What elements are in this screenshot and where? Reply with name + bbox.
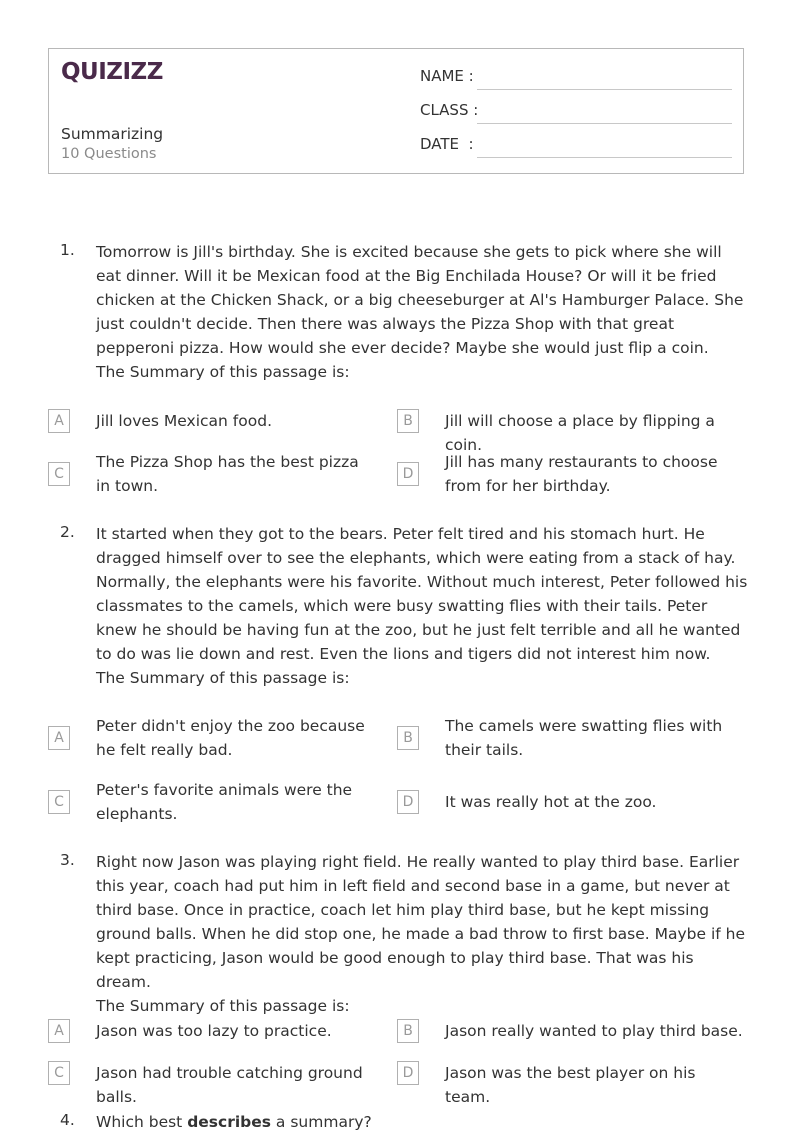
option-text: Jill has many restaurants to choose from for her birthday. bbox=[445, 453, 718, 495]
date-field[interactable] bbox=[420, 135, 732, 159]
worksheet-header bbox=[48, 48, 744, 174]
prompt: The Summary of this passage is: bbox=[96, 997, 350, 1015]
option-letter: C bbox=[48, 462, 70, 486]
option-letter: D bbox=[397, 1061, 419, 1085]
date-line bbox=[477, 157, 732, 158]
quizizz-logo: QUIZIZZ bbox=[61, 59, 163, 85]
option-letter: A bbox=[48, 726, 70, 750]
option-letter: B bbox=[397, 409, 419, 433]
passage: Right now Jason was playing right field. He really wanted to play third base. Earlier this year, coach had put him in left field and second base in a game, but never at third base. Once in practice, coach let him play third base, but he kept missing ground balls. When he did stop one, he made a bad throw to first base. Maybe if he kept practicing, Jason would be good enough to play third base. That was his dream. bbox=[96, 853, 746, 991]
question-text bbox=[96, 240, 751, 384]
question-suffix: a summary? bbox=[271, 1113, 372, 1131]
option-text: Jill will choose a place by flipping a coin. bbox=[445, 412, 715, 454]
question-number: 1. bbox=[60, 241, 75, 259]
question-number: 3. bbox=[60, 851, 75, 869]
question-text bbox=[96, 522, 751, 690]
prompt: The Summary of this passage is: bbox=[96, 669, 350, 687]
option-text: Jason was the best player on his team. bbox=[445, 1064, 696, 1106]
option-text: Peter didn't enjoy the zoo because he felt really bad. bbox=[96, 717, 365, 759]
option-letter: B bbox=[397, 1019, 419, 1043]
option-text: The Pizza Shop has the best pizza in town. bbox=[96, 453, 359, 495]
question-count: 10 Questions bbox=[61, 146, 157, 162]
name-line bbox=[477, 89, 732, 90]
option-letter: D bbox=[397, 790, 419, 814]
option-text: Jason really wanted to play third base. bbox=[445, 1022, 743, 1040]
option-text: Jill loves Mexican food. bbox=[96, 412, 272, 430]
option-letter: D bbox=[397, 462, 419, 486]
worksheet-title: Summarizing bbox=[61, 125, 164, 143]
question-prefix: Which best bbox=[96, 1113, 188, 1131]
passage: It started when they got to the bears. Peter felt tired and his stomach hurt. He dragged himself over to see the elephants, which were eating from a stack of hay. Normally, the elephants were his favorite. Without much interest, Peter followed his classmates to the camels, which were busy swatting flies with their tails. Peter knew he should be having fun at the zoo, but he just felt terrible and all he wanted to do was lie down and rest. Even the lions and tigers did not interest him now. bbox=[96, 525, 748, 663]
prompt: The Summary of this passage is: bbox=[96, 363, 350, 381]
option-text: Jason was too lazy to practice. bbox=[96, 1022, 332, 1040]
option-text: Jason had trouble catching ground balls. bbox=[96, 1064, 363, 1106]
option-text: It was really hot at the zoo. bbox=[445, 793, 657, 811]
option-letter: A bbox=[48, 1019, 70, 1043]
class-field[interactable] bbox=[420, 101, 732, 125]
question-emphasis: describes bbox=[187, 1113, 271, 1131]
question-number: 4. bbox=[60, 1111, 75, 1129]
class-label: CLASS : bbox=[420, 101, 479, 119]
question-text bbox=[96, 850, 751, 1018]
name-field[interactable] bbox=[420, 67, 732, 91]
passage: Tomorrow is Jill's birthday. She is excited because she gets to pick where she will eat dinner. Will it be Mexican food at the Big Enchilada House? Or will it be fried chicken at the Chicken Shack, or a big cheeseburger at Al's Hamburger Palace. She just couldn't decide. Then there was always the Pizza Shop with that great pepperoni pizza. How would she ever decide? Maybe she would just flip a coin. bbox=[96, 243, 744, 357]
date-label: DATE : bbox=[420, 135, 474, 153]
question-number: 2. bbox=[60, 523, 75, 541]
option-text: Peter's favorite animals were the elephants. bbox=[96, 781, 353, 823]
option-letter: A bbox=[48, 409, 70, 433]
question-text bbox=[96, 1110, 751, 1134]
option-letter: C bbox=[48, 790, 70, 814]
option-letter: B bbox=[397, 726, 419, 750]
option-text: The camels were swatting flies with their tails. bbox=[445, 717, 723, 759]
name-label: NAME : bbox=[420, 67, 474, 85]
class-line bbox=[477, 123, 732, 124]
option-letter: C bbox=[48, 1061, 70, 1085]
